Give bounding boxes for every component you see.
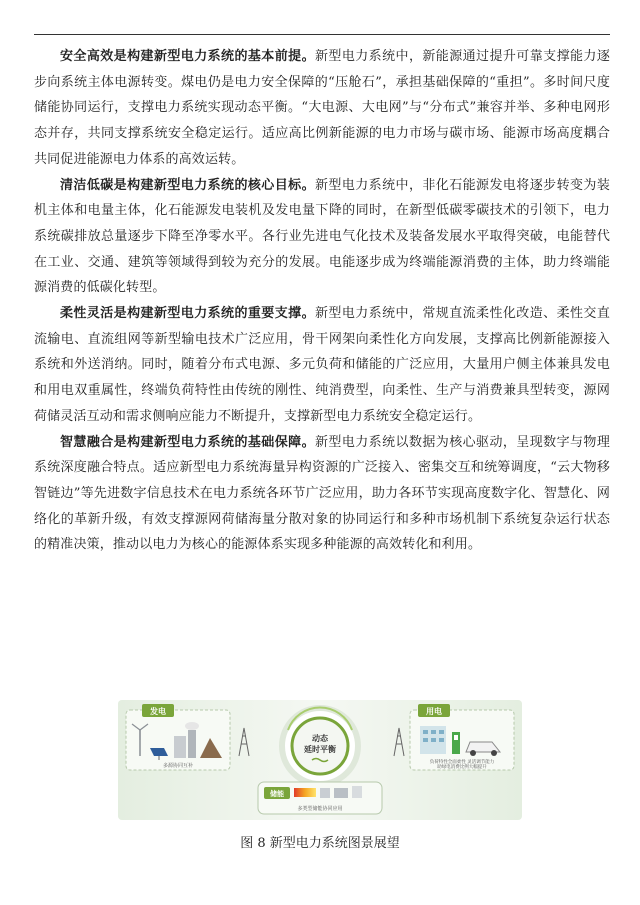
paragraph-flexible — [34, 301, 610, 430]
paragraph-lead: 安全高效是构建新型电力系统的基本前提。 — [60, 49, 315, 64]
building-icon — [420, 726, 446, 754]
figure-caption: 图 8 新型电力系统图景展望 — [240, 836, 400, 851]
consumption-note-line1: 负荷特性全面柔性 灵活调节能力 — [429, 760, 495, 765]
storage-panel — [258, 782, 382, 814]
paragraph-text: 新型电力系统中，非化石能源发电将逐步转变为装机主体和电量主体，化石能源发电装机及发电量下降的同时，在新型低碳零碳技术的引领下，电力系统碳排放总量逐步下降至净零水平。各行业先进电气化技术及装备发展水平取得突破，电能替代在工业、交通、建筑等领域得到较为充分的发展。电能逐步成为终端能源消费的主体，助力终端能源消费的低碳化转型。 — [34, 177, 610, 296]
paragraph-lead: 智慧融合是构建新型电力系统的基础保障。 — [60, 434, 315, 450]
figure-illustration — [118, 700, 522, 820]
dynamic-balance-hub — [282, 707, 358, 784]
generation-note: 多源协同互补 — [162, 763, 194, 769]
power-system-figure — [118, 700, 522, 820]
paragraph-lead: 清洁低碳是构建新型电力系统的核心目标。 — [60, 177, 315, 193]
paragraph-smart — [34, 430, 610, 559]
consumption-label: 用电 — [426, 707, 442, 716]
center-label-line2: 延时平衡 — [304, 745, 336, 754]
paragraph-text: 新型电力系统中，常规直流柔性化改造、柔性交直流输电、直流组网等新型输电技术广泛应用，骨干网架向柔性化方向发展，支撑高比例新能源接入系统和外送消纳。同时，随着分布式电源、多元负荷和储能的广泛应用，大量用户侧主体兼具发电和用电双重属性，终端负荷特性由传统的刚性、纯消费型，向柔性、生产与消费兼具型转变，源网荷储灵活互动和需求侧响应能力不断提升，支撑新型电力系统安全稳定运行。 — [34, 306, 610, 424]
paragraph-clean — [34, 173, 610, 302]
consumption-note-line2: 助绿电消费比例大幅提升 — [437, 765, 487, 770]
generation-panel — [126, 704, 230, 770]
generation-label: 发电 — [150, 707, 166, 716]
battery-icon — [320, 788, 330, 798]
charging-station-icon — [452, 732, 460, 754]
storage-label: 储能 — [270, 790, 284, 798]
consumption-panel — [410, 704, 514, 770]
paragraph-text: 新型电力系统以数据为核心驱动，呈现数字与物理系统深度融合特点。适应新型电力系统海量异构资源的广泛接入、密集交互和统筹调度，“云大物移智链边”等先进数字信息技术在电力系统各环节广泛应用，助力各环节实现高度数字化、智慧化、网络化的革新升级，有效支撑源网荷储海量分散对象的协同运行和多种市场机制下系统复杂运行状态的精准决策，推动以电力为核心的能源体系实现多种能源的高效转化和利用。 — [34, 434, 610, 553]
paragraph-safety — [34, 44, 610, 173]
container-storage-icon — [334, 788, 348, 798]
center-label-line1: 动态 — [312, 734, 328, 743]
paragraph-lead: 柔性灵活是构建新型电力系统的重要支撑。 — [60, 306, 315, 322]
storage-note: 多类型储能协同应用 — [297, 806, 343, 812]
document-body — [34, 44, 610, 558]
pumped-storage-icon — [352, 786, 362, 798]
paragraph-text: 新型电力系统中，新能源通过提升可靠支撑能力逐步向系统主体电源转变。煤电仍是电力安全保障的“压舱石”，承担基础保障的“重担”。多时间尺度储能协同运行，支撑电力系统实现动态平衡。“大电源、大电网”与“分布式”兼容并举、多种电网形态并存，共同支撑系统安全稳定运行。适应高比例新能源的电力市场与碳市场、能源市场高度耦合共同促进能源电力体系的高效运转。 — [34, 49, 610, 167]
heat-storage-icon — [294, 788, 316, 797]
header-rule — [34, 34, 610, 35]
